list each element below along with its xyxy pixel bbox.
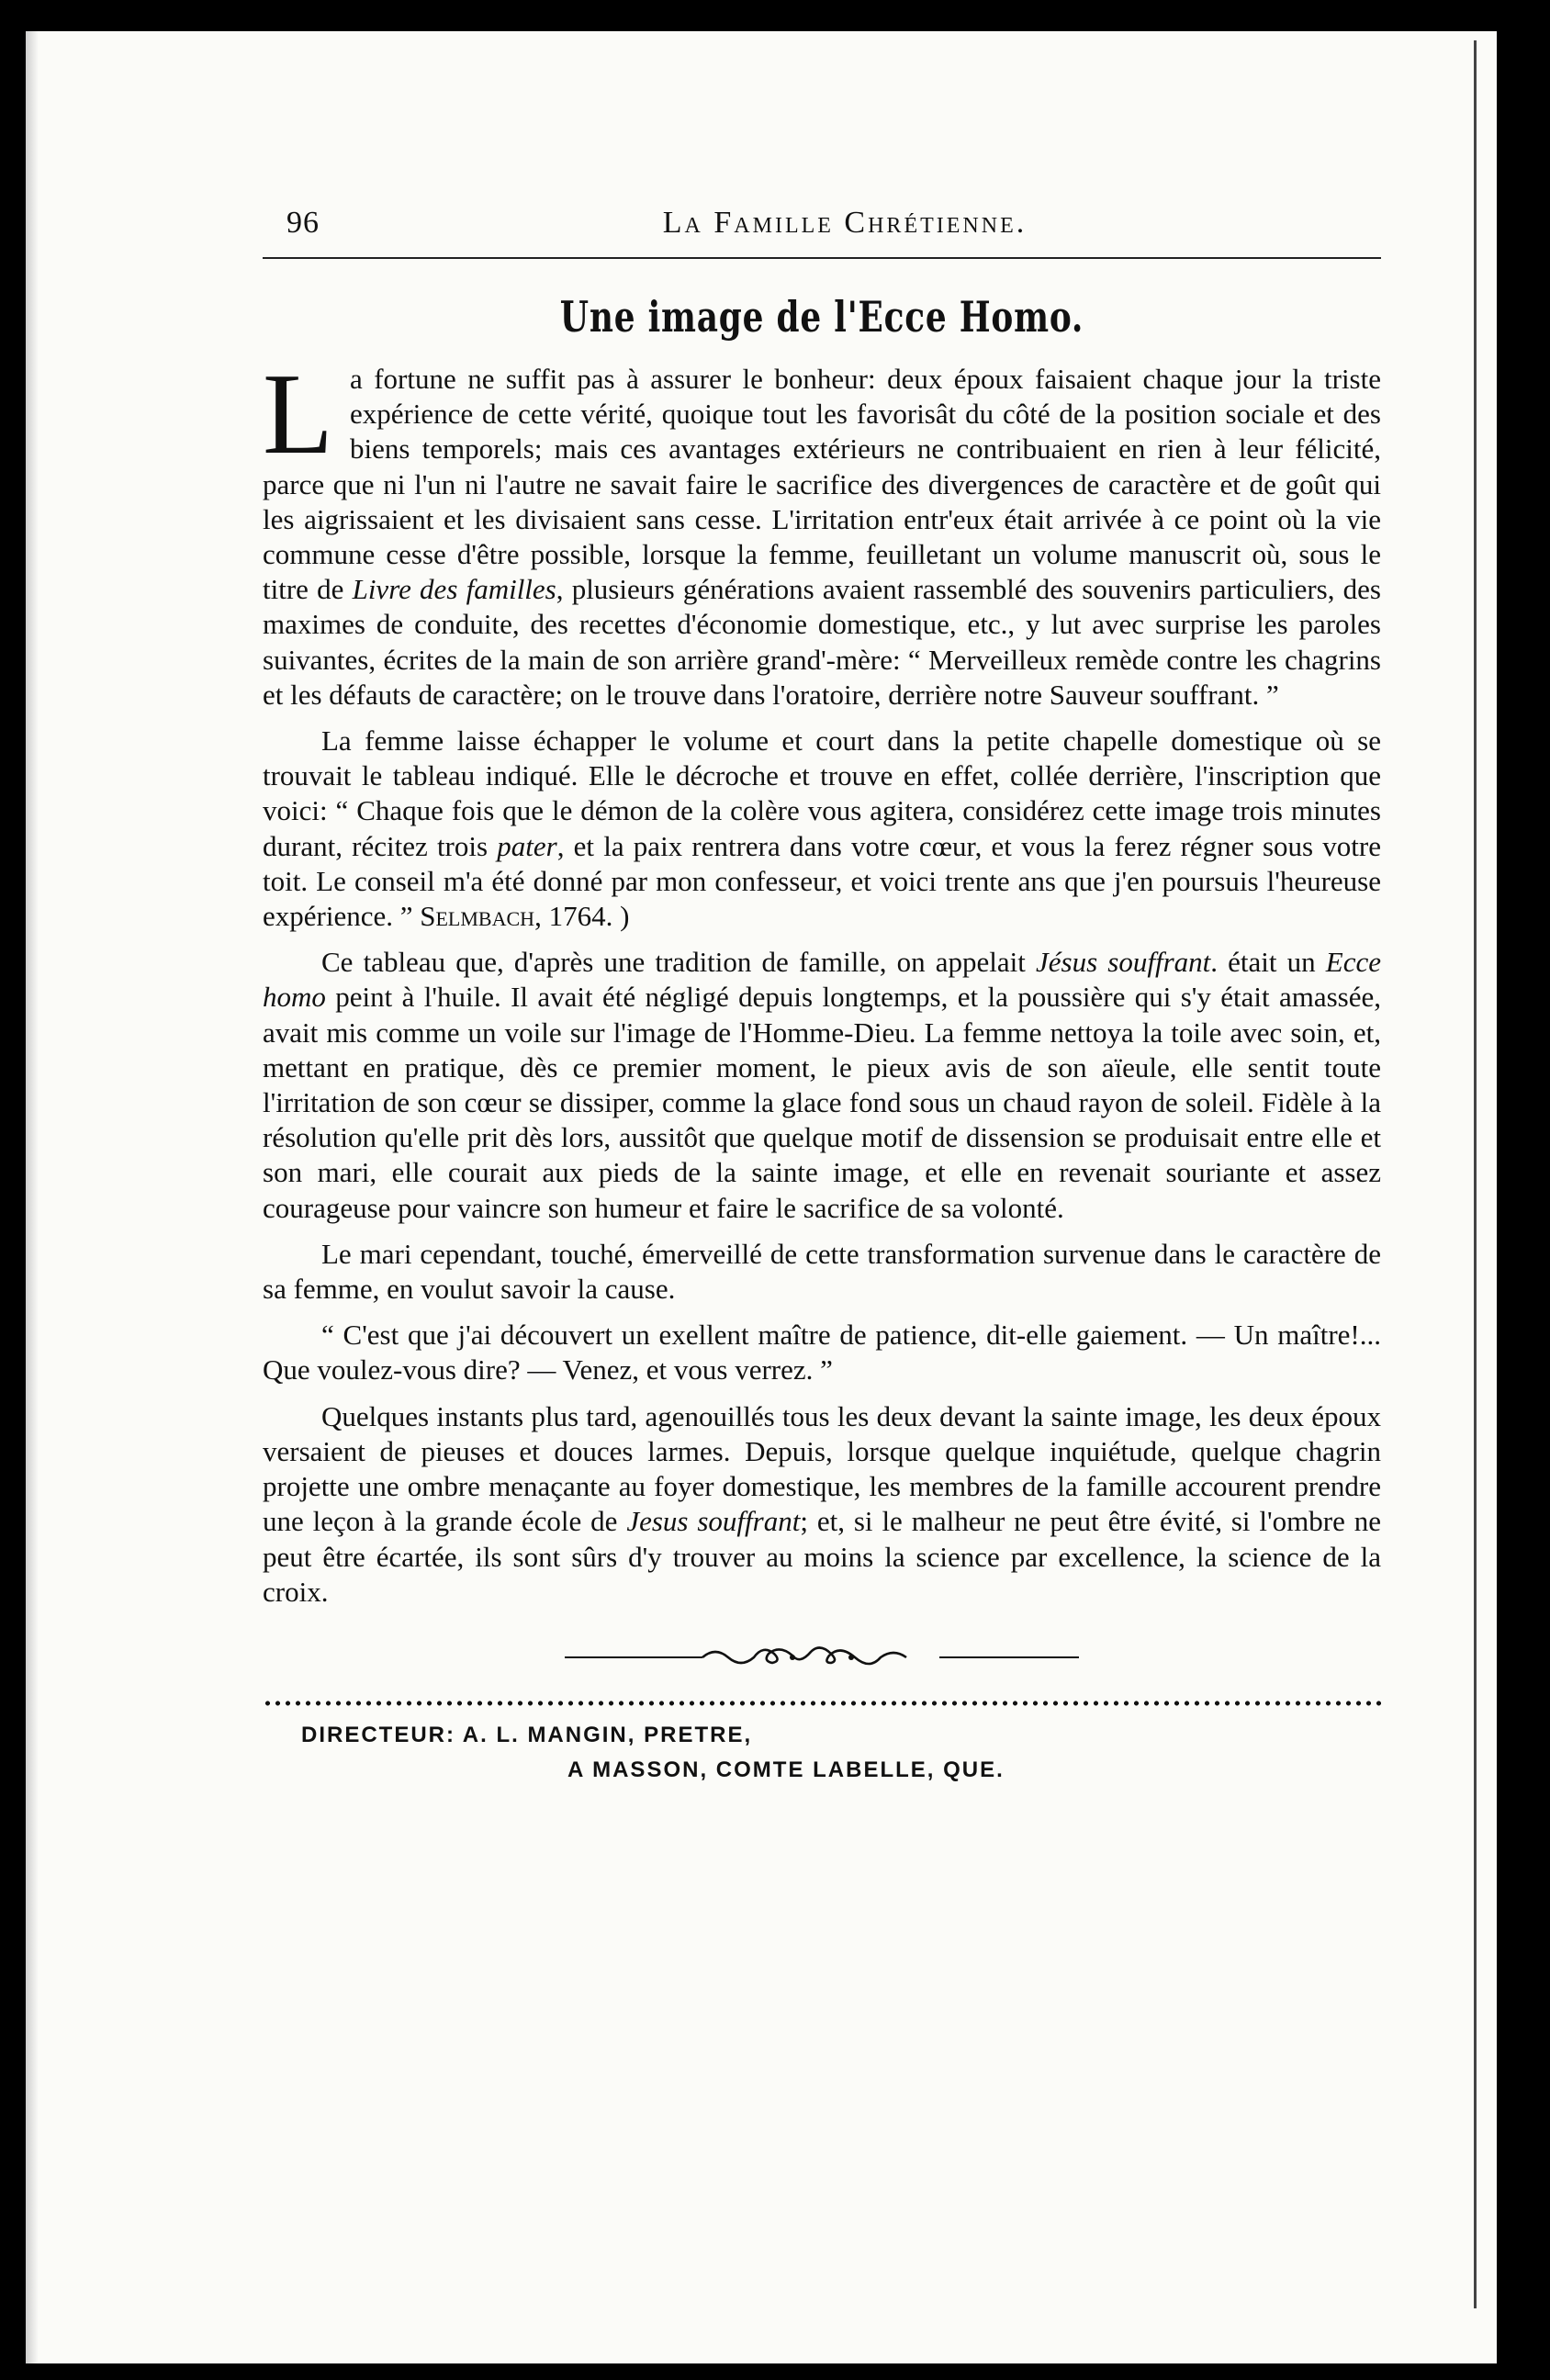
article-paragraph [263,724,1381,934]
emphasized-text: pater [497,829,557,862]
header-rule [263,257,1381,259]
publication-footer [263,1723,1381,1783]
emphasized-text: Jesus souffrant [626,1505,801,1538]
text-segment: , et la paix rentrera dans votre cœur, et vous la ferez régner sous votre toit. Le conseil m'a été donné par mon confesseur, et voici trente ans que j'en poursuis l'heureuse expérience. ” [263,829,1381,933]
text-segment: a fortune ne suffit pas à assurer le bonheur: deux époux faisaient chaque jour la triste expérience de cette vérité, quoique tout les favorisât du côté de la position sociale et des biens temporels; mais ces avantages extérieurs ne contribuaient en rien à leur félicité, parce que ni l'un ni l'autre ne savait faire le sacrifice des divergences de caractère et de goût qui les aigrissaient et les divisaient sans cesse. L'irritation entr'eux était arrivée à ce point où la vie commune cesse d'être possible, lorsque la femme, feuilletant un volume manuscrit où, sous le titre de [263,363,1381,606]
ornament-icon [263,1645,1381,1675]
emphasized-text: Jésus souffrant [1036,946,1211,979]
text-segment: peint à l'huile. Il avait été négligé depuis longtemps, et la poussière qui s'y était amassée, avait mis comme un voile sur l'image de l'Homme-Dieu. La femme nettoya la toile avec soin, et, mettant en pratique, dès ce premier moment, le pieux avis de son aïeule, elle sentit toute l'irritation de son cœur se dissiper, comme la glace fond sous un chaud rayon de soleil. Fidèle à la résolution qu'elle prit dès lors, aussitôt que quelque motif de dissension se produisait entre elle et son mari, elle courait aux pieds de la sainte image, et elle en revenait souriante et assez courageuse pour vaincre son humeur et faire le sacrifice de sa volonté. [263,981,1381,1224]
book-page [26,31,1497,2363]
article-title: Une image de l'Ecce Homo. [559,292,1084,342]
text-segment: Ce tableau que, d'après une tradition de famille, on appelait [321,946,1037,979]
publication-title: La Famille Chrétienne. [662,206,1028,240]
article-paragraph [263,945,1381,1226]
emphasized-text: Selmbach [420,900,535,933]
text-segment: La femme laisse échapper le volume et court dans la petite chapelle domestique où se trouvait le tableau indiqué. Elle le décroche et trouve en effet, collée derrière, l'inscription que voici: “ Chaque fois que le démon de la colère vous agitera, considérez cette image trois minutes durant, récitez trois [263,724,1381,862]
page-content [263,206,1381,1783]
article-paragraph [263,1237,1381,1307]
article-paragraph [263,1318,1381,1387]
article-paragraph [263,351,1381,713]
article-body [263,351,1381,1610]
page-edge-rule [1474,40,1477,2308]
footer-director: DIRECTEUR: A. L. MANGIN, PRETRE, [301,1722,753,1747]
running-head [263,206,1381,248]
text-segment: “ C'est que j'ai découvert un exellent maître de patience, dit-elle gaiement. — Un maître!... Que voulez-vous dire? — Venez, et vous verrez. ” [263,1319,1381,1386]
text-segment: . était un [1210,946,1326,979]
page-number: 96 [286,206,320,240]
text-segment: Le mari cependant, touché, émerveillé de cette transformation survenue dans le caractère de sa femme, en voulut savoir la cause. [263,1237,1381,1306]
emphasized-text: Ecce homo [263,946,1381,1014]
text-segment: , plusieurs générations avaient rassemblé des souvenirs particuliers, des maximes de conduite, des recettes d'économie domestique, etc., y lut avec surprise les paroles suivantes, écrites de la main de son arrière grand'-mère: “ Merveilleux remède contre les chagrins et les défauts de caractère; on le trouve dans l'oratoire, derrière notre Sauveur souffrant. ” [263,573,1381,711]
footer-address: A MASSON, COMTE LABELLE, QUE. [567,1757,1005,1782]
emphasized-text: Livre des familles [352,573,556,606]
dotted-rule [263,1701,1381,1706]
text-segment: Quelques instants plus tard, agenouillés tous les deux devant la sainte image, les deux époux versaient de pieuses et douces larmes. Depuis, lorsque quelque inquiétude, quelque chagrin projette une ombre menaçante au foyer domestique, les membres de la famille accourent prendre une leçon à la grande école de [263,1399,1381,1538]
article-paragraph [263,1399,1381,1610]
text-segment: , 1764. ) [534,900,630,933]
page-gutter-shadow [26,31,39,2363]
drop-cap: L [263,351,333,478]
text-segment: ; et, si le malheur ne peut être évité, si l'ombre ne peut être écartée, ils sont sûrs d'y trouver au moins la science par excellence, la science de la croix. [263,1505,1381,1608]
